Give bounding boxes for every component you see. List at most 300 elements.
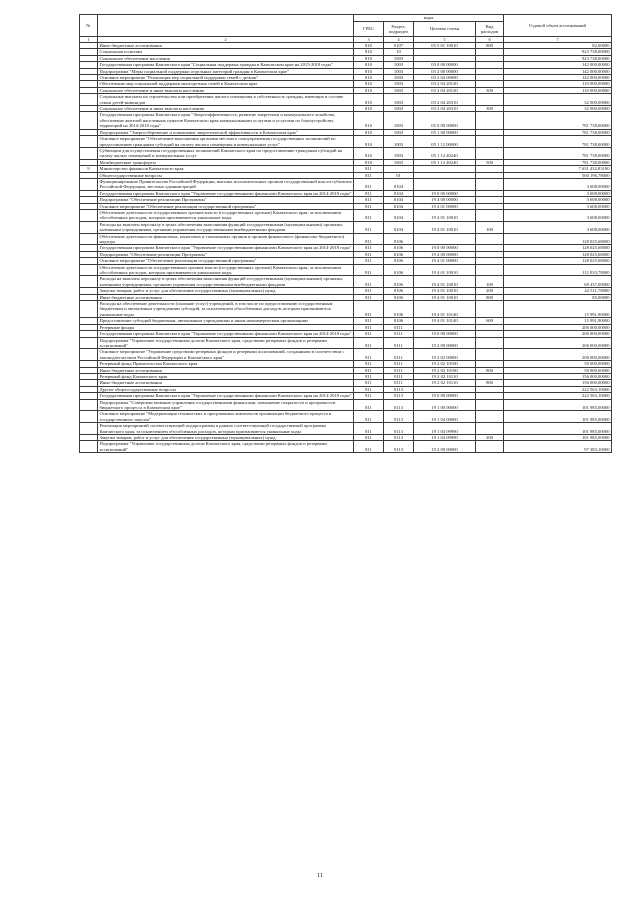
- row-razdel: 1003: [384, 147, 414, 159]
- row-grbs: 811: [354, 258, 384, 264]
- table-row: [80, 178, 612, 190]
- row-grbs: 811: [354, 367, 384, 373]
- row-name: Социальное обеспечение населения: [98, 55, 354, 61]
- row-grbs: 810: [354, 87, 384, 93]
- row-name: Резервный фонд Правительства Камчатского края: [98, 361, 354, 367]
- row-razdel: 1003: [384, 81, 414, 87]
- row-name: Иные бюджетные ассигнования: [98, 367, 354, 373]
- row-name: Основное мероприятие "Модернизация технических и программных комплексов организации бюджетного процесса и государственных закупок": [98, 411, 354, 423]
- row-razdel: 1003: [384, 159, 414, 165]
- row-target-article: 19 2 00 00000: [414, 441, 476, 453]
- row-number: [80, 411, 98, 423]
- row-name: Реализация мероприятий соответствующей подпрограммы в рамках соответствующей государственной программы Камчатского края, за исключением обособленных расходов, которым присваиваются уникальные коды: [98, 423, 354, 435]
- row-name: Государственная программа Камчатского края "Энергоэффективность, развитие энергетики и коммунального хозяйства, обеспечение жителей населенных пунктов Камчатского края коммунальными услугами и услугами по благоустройству территорий на 2014-2018 годы": [98, 112, 354, 129]
- row-target-article: 19 1 00 00000: [414, 399, 476, 411]
- row-amount: 97 383,10000: [504, 441, 612, 453]
- row-amount: 781 738,00000: [504, 136, 612, 148]
- header-codes: коды: [354, 15, 504, 22]
- row-amount: 112 033,78000: [504, 264, 612, 276]
- row-expense-type: 800: [476, 380, 504, 386]
- row-razdel: 0111: [384, 373, 414, 379]
- row-name: Государственная программа Камчатского края "Управление государственными финансами Камчатского края на 2014-2018 годы": [98, 393, 354, 399]
- row-razdel: 1003: [384, 129, 414, 135]
- row-grbs: 810: [354, 159, 384, 165]
- header-amount: Годовой объем ассигнований: [504, 15, 612, 37]
- row-amount: 923 738,00000: [504, 55, 612, 61]
- row-razdel: 0106: [384, 251, 414, 257]
- row-target-article: 03 2 04 20120: [414, 87, 476, 93]
- table-row: [80, 399, 612, 411]
- row-number: [80, 136, 98, 148]
- row-expense-type: [476, 94, 504, 106]
- row-expense-type: 100: [476, 221, 504, 233]
- row-grbs: 811: [354, 276, 384, 288]
- row-razdel: 0111: [384, 367, 414, 373]
- row-expense-type: [476, 136, 504, 148]
- row-razdel: 1003: [384, 136, 414, 148]
- row-grbs: 810: [354, 106, 384, 112]
- row-name: Основное мероприятие "Реализация мер социальной поддержки семей с детьми": [98, 75, 354, 81]
- row-grbs: 811: [354, 337, 384, 349]
- row-target-article: 19 4 00 00000: [414, 251, 476, 257]
- row-amount: 156 000,00000: [504, 380, 612, 386]
- row-grbs: 810: [354, 62, 384, 68]
- row-number: 9: [80, 166, 98, 172]
- row-name: Расходы на обеспечение деятельности (оказание услуг) учреждений, в том числе по предоставлению государственным бюджетным и автономным учреждениям субсидий, за исключением обособленных расходов, которым присваиваются уникальные коды: [98, 301, 354, 318]
- row-name: Иные бюджетные ассигнования: [98, 43, 354, 49]
- row-grbs: 810: [354, 112, 384, 129]
- row-name: Функционирование Правительства Российской Федерации, высших исполнительных органов государственной власти субъектов Российской Федерации, местных администраций: [99, 178, 352, 190]
- row-target-article: 19 4 01 10010: [414, 276, 476, 288]
- row-grbs: 810: [354, 136, 384, 148]
- row-amount: 42 511,78000: [504, 288, 612, 294]
- row-grbs: 811: [354, 233, 384, 245]
- row-expense-type: [476, 112, 504, 129]
- row-razdel: 0113: [384, 399, 414, 411]
- row-number: [80, 94, 98, 106]
- row-grbs: 811: [354, 411, 384, 423]
- row-razdel: 1003: [384, 94, 414, 106]
- row-expense-type: [476, 209, 504, 221]
- row-grbs: 810: [354, 68, 384, 74]
- colnum: 4: [384, 37, 414, 43]
- row-number: [80, 112, 98, 129]
- row-razdel: 0106: [384, 301, 414, 318]
- row-name: Подпрограмма "Энергосбережение и повышение энергетической эффективности в Камчатском крае": [98, 129, 354, 135]
- row-grbs: 811: [354, 399, 384, 411]
- row-target-article: 03 0 00 00000: [414, 62, 476, 68]
- row-name: Обеспечение деятельности государственных органов власти (государственных органов) Камчатского края, за исключением обособленных расходов, которым присваиваются уникальные коды: [98, 264, 354, 276]
- table-row: [80, 337, 612, 349]
- row-amount: 15 991,90000: [504, 301, 612, 318]
- row-name: Подпрограмма "Меры социальной поддержки отдельных категорий граждан в Камчатском крае": [98, 68, 354, 74]
- row-target-article: 19 4 01 10010: [414, 221, 476, 233]
- row-razdel: 0113: [384, 435, 414, 441]
- row-amount: 82,00000: [504, 43, 612, 49]
- row-expense-type: 500: [476, 159, 504, 165]
- row-name: Государственная программа Камчатского края "Управление государственными финансами Камчатского края на 2014-2018 годы": [98, 190, 354, 196]
- row-grbs: 810: [354, 43, 384, 49]
- row-amount: 206 000,00000: [504, 324, 612, 330]
- row-target-article: 19 1 04 09990: [414, 423, 476, 435]
- row-number: [80, 423, 98, 435]
- table-header: [80, 15, 612, 43]
- row-number: [80, 209, 98, 221]
- row-target-article: 19 4 01 10010: [414, 294, 476, 300]
- colnum: 3: [354, 37, 384, 43]
- row-number: [80, 221, 98, 233]
- row-amount: 781 738,00000: [504, 147, 612, 159]
- row-amount: 923 738,00000: [504, 49, 612, 55]
- row-amount: 3 608,00000: [504, 209, 612, 221]
- row-target-article: [414, 233, 476, 245]
- row-razdel: 01: [384, 172, 414, 178]
- row-amount: 110 000,00000: [504, 87, 612, 93]
- row-target-article: 19 2 00 00000: [414, 337, 476, 349]
- row-amount: 50 000,00000: [504, 367, 612, 373]
- row-target-article: 19 2 02 10110: [414, 373, 476, 379]
- row-amount: 206 000,00000: [504, 331, 612, 337]
- row-expense-type: 200: [476, 435, 504, 441]
- row-amount: 222 563,10000: [504, 386, 612, 392]
- row-target-article: 03 2 04 20310: [414, 94, 476, 106]
- row-target-article: 19 0 00 00000: [414, 190, 476, 196]
- row-number: [80, 276, 98, 288]
- row-grbs: 811: [354, 264, 384, 276]
- colnum: 6: [476, 37, 504, 43]
- row-expense-type: 600: [476, 318, 504, 324]
- row-number: [80, 301, 98, 318]
- row-target-article: 19 4 01 10010: [414, 264, 476, 276]
- row-grbs: 810: [354, 81, 384, 87]
- row-amount: 3 608,00000: [504, 203, 612, 209]
- row-target-article: 19 4 01 10140: [414, 301, 476, 318]
- row-grbs: 811: [354, 251, 384, 257]
- row-target-article: 05 1 12 40240: [414, 159, 476, 165]
- row-grbs: 811: [354, 288, 384, 294]
- table-row: [80, 441, 612, 453]
- row-razdel: 1003: [384, 68, 414, 74]
- row-number: [80, 399, 98, 411]
- row-razdel: 0113: [384, 393, 414, 399]
- table-row: [80, 112, 612, 129]
- row-razdel: 1003: [384, 106, 414, 112]
- row-name: Социальные выплаты на строительство или приобретение жилого помещения в собственность граждан, имеющих в составе семьи детей-инвалидов: [98, 94, 354, 106]
- row-amount: 781 738,00000: [504, 129, 612, 135]
- row-name: Государственная программа Камчатского края "Управление государственными финансами Камчатского края на 2014-2018 годы": [98, 331, 354, 337]
- row-amount: 7 631 432,83100: [504, 166, 612, 172]
- row-razdel: 0104: [384, 178, 414, 190]
- row-grbs: 811: [354, 373, 384, 379]
- row-razdel: 0104: [384, 190, 414, 196]
- row-amount: 3 608,00000: [504, 190, 612, 196]
- row-expense-type: 800: [476, 43, 504, 49]
- row-grbs: 810: [354, 129, 384, 135]
- row-razdel: 0111: [384, 349, 414, 361]
- row-razdel: 0106: [384, 276, 414, 288]
- row-target-article: 05 0 00 00000: [414, 112, 476, 129]
- row-grbs: 811: [354, 324, 384, 330]
- row-target-article: 05 1 12 40240: [414, 147, 476, 159]
- row-amount: 142 000,00000: [504, 62, 612, 68]
- row-grbs: 811: [354, 441, 384, 453]
- row-name: Обеспечение деятельности финансовых, налоговых и таможенных органов и органов финансового (финансово-бюджетного) надзора: [98, 233, 354, 245]
- row-expense-type: [476, 178, 504, 190]
- row-name: Резервный фонд Камчатского края: [98, 373, 354, 379]
- row-grbs: 810: [354, 94, 384, 106]
- table-row: [80, 264, 612, 276]
- row-razdel: 0104: [384, 209, 414, 221]
- row-target-article: 19 2 02 10100: [414, 361, 476, 367]
- row-target-article: 19 4 01 10140: [414, 318, 476, 324]
- row-amount: 32 000,00000: [504, 106, 612, 112]
- row-expense-type: 200: [476, 288, 504, 294]
- table-row: [80, 221, 612, 233]
- row-name: Подпрограмма "Совершенствование управления государственными финансами, повышение открытости и прозрачности бюджетного процесса в Камчатском крае": [98, 399, 354, 411]
- row-target-article: 19 2 02 10110: [414, 380, 476, 386]
- row-name: Основное мероприятие "Обеспечение реализации государственной программы": [98, 203, 354, 209]
- row-target-article: 19 1 04 09990: [414, 435, 476, 441]
- row-grbs: 810: [354, 147, 384, 159]
- colnum: 5: [414, 37, 476, 43]
- table-row: [80, 209, 612, 221]
- row-grbs: 811: [354, 245, 384, 251]
- row-amount: 128 025,68000: [504, 258, 612, 264]
- row-target-article: 19 4 01 00000: [414, 258, 476, 264]
- table-row: [80, 349, 612, 361]
- row-target-article: 19 4 01 00000: [414, 203, 476, 209]
- row-expense-type: [476, 337, 504, 349]
- row-target-article: 03 2 04 20120: [414, 81, 476, 87]
- header-no: №: [80, 15, 98, 37]
- row-grbs: 811: [354, 423, 384, 435]
- row-expense-type: 800: [476, 367, 504, 373]
- row-razdel: 0113: [384, 441, 414, 453]
- row-amount: 110 000,00000: [504, 81, 612, 87]
- row-amount: 101 985,00000: [504, 435, 612, 441]
- row-amount: 3 608,00000: [504, 221, 612, 233]
- row-grbs: 811: [354, 301, 384, 318]
- row-amount: 142 000,00000: [504, 75, 612, 81]
- row-target-article: 05 5 01 10010: [414, 43, 476, 49]
- row-name: Социальное обеспечение и иные выплаты населению: [98, 87, 354, 93]
- row-amount: 781 738,00000: [504, 159, 612, 165]
- row-razdel: 1003: [384, 62, 414, 68]
- row-amount: 142 000,00000: [504, 68, 612, 74]
- row-name: Обеспечение мер социальной поддержки многодетных семей в Камчатском крае: [98, 81, 354, 87]
- row-name: Государственная программа Камчатского края "Управление государственными финансами Камчатского края на 2014-2018 годы": [98, 245, 354, 251]
- row-name: Закупка товаров, работ и услуг для обеспечения государственных (муниципальных) нужд: [98, 288, 354, 294]
- row-amount: 32 000,00000: [504, 94, 612, 106]
- row-number: [80, 178, 98, 190]
- row-razdel: 0113: [384, 386, 414, 392]
- header-vr: Вид расходов: [476, 22, 504, 37]
- row-razdel: 0106: [384, 245, 414, 251]
- row-razdel: 10: [384, 49, 414, 55]
- row-number: [80, 264, 98, 276]
- table-row: [80, 276, 612, 288]
- table-row: [80, 136, 612, 148]
- row-razdel: 0106: [384, 258, 414, 264]
- row-amount: 560 196,78000: [504, 172, 612, 178]
- row-razdel: 1003: [384, 112, 414, 129]
- row-amount: 156 000,00000: [504, 373, 612, 379]
- row-target-article: 19 2 02 10100: [414, 367, 476, 373]
- row-grbs: 811: [354, 393, 384, 399]
- row-razdel: 0113: [384, 411, 414, 423]
- row-amount: 69 437,00000: [504, 276, 612, 288]
- row-grbs: 811: [354, 166, 384, 172]
- row-razdel: 0113: [384, 423, 414, 435]
- row-name: Другие общегосударственные вопросы: [98, 386, 354, 392]
- row-razdel: 0106: [384, 318, 414, 324]
- row-grbs: 811: [354, 209, 384, 221]
- row-grbs: 810: [354, 75, 384, 81]
- row-name: Субвенции для осуществления государственных полномочий Камчатского края по предоставлению гражданам субсидий на оплату жилых помещений и коммунальных услуг: [98, 147, 354, 159]
- row-expense-type: [476, 423, 504, 435]
- row-razdel: 0111: [384, 361, 414, 367]
- row-target-article: 05 1 00 00000: [414, 129, 476, 135]
- row-razdel: 0106: [384, 264, 414, 276]
- row-target-article: 19 4 01 10010: [414, 209, 476, 221]
- row-name: Предоставление субсидий бюджетным, автономным учреждениям и иным некоммерческим организациям: [98, 318, 354, 324]
- row-amount: 101 985,00000: [504, 423, 612, 435]
- row-name: Социальное обеспечение и иные выплаты населению: [98, 106, 354, 112]
- row-grbs: 811: [354, 203, 384, 209]
- row-expense-type: 800: [476, 294, 504, 300]
- row-amount: 50 000,00000: [504, 361, 612, 367]
- row-razdel: 0107: [384, 43, 414, 49]
- row-target-article: 03 2 04 20310: [414, 106, 476, 112]
- row-expense-type: [476, 147, 504, 159]
- row-expense-type: [476, 349, 504, 361]
- row-razdel: 1003: [384, 87, 414, 93]
- row-number: [80, 337, 98, 349]
- header-grbs: ГРБС: [354, 22, 384, 37]
- row-amount: 206 000,00000: [504, 337, 612, 349]
- row-target-article: 19 0 00 00000: [414, 245, 476, 251]
- row-grbs: 811: [354, 178, 384, 190]
- row-target-article: 03 2 04 00000: [414, 75, 476, 81]
- row-grbs: 811: [354, 349, 384, 361]
- colnum: 2: [98, 37, 354, 43]
- row-name: Основное мероприятие "Управление средствами резервных фондов и резервами ассигнований, созданными в соответствии с законодательством Российской Федерации и Камчатского края": [98, 349, 354, 361]
- row-name: Подпрограмма "Обеспечение реализации Программы": [98, 197, 354, 203]
- table-body: [80, 43, 612, 453]
- row-expense-type: [476, 411, 504, 423]
- row-name: Подпрограмма "Управление государственным долгом Камчатского края, средствами резервных фондов и резервами ассигнований": [98, 441, 354, 453]
- row-razdel: 0111: [384, 324, 414, 330]
- row-expense-type: 300: [476, 87, 504, 93]
- table-row: [80, 233, 612, 245]
- row-amount: 3 608,00000: [504, 178, 612, 190]
- row-razdel: 0111: [384, 331, 414, 337]
- row-name: Расходы на выплаты персоналу в целях обеспечения выполнения функций государственными (муниципальными) органами, казенными учреждениями, органами управления государственными внебюджетными фондами: [98, 221, 354, 233]
- row-name: Закупка товаров, работ и услуг для обеспечения государственных (муниципальных) нужд: [98, 435, 354, 441]
- header-cs: Целевая статья: [414, 22, 476, 37]
- row-amount: 101 985,00000: [504, 411, 612, 423]
- header-razdel: Раздел, подраздел: [384, 22, 414, 37]
- row-razdel: 0106: [384, 294, 414, 300]
- row-grbs: 810: [354, 55, 384, 61]
- table-row: [80, 94, 612, 106]
- row-amount: 128 025,68000: [504, 233, 612, 245]
- row-target-article: 19 0 00 00000: [414, 393, 476, 399]
- row-grbs: 811: [354, 190, 384, 196]
- row-grbs: 811: [354, 386, 384, 392]
- row-grbs: 811: [354, 380, 384, 386]
- row-target-article: 19 1 04 00000: [414, 411, 476, 423]
- row-grbs: 811: [354, 294, 384, 300]
- row-razdel: 0104: [384, 221, 414, 233]
- row-amount: 128 025,68000: [504, 251, 612, 257]
- row-amount: 206 000,00000: [504, 349, 612, 361]
- table-row: [80, 301, 612, 318]
- row-expense-type: 300: [476, 106, 504, 112]
- row-name: Государственная программа Камчатского края "Социальная поддержка граждан в Камчатском крае на 2015-2018 годы": [98, 62, 354, 68]
- row-razdel: 0104: [384, 203, 414, 209]
- row-name: Иные бюджетные ассигнования: [98, 380, 354, 386]
- row-target-article: [414, 178, 476, 190]
- row-expense-type: [476, 441, 504, 453]
- row-name: Резервные фонды: [98, 324, 354, 330]
- row-grbs: 811: [354, 172, 384, 178]
- row-expense-type: [476, 264, 504, 276]
- row-grbs: 811: [354, 331, 384, 337]
- row-target-article: 03 2 00 00000: [414, 68, 476, 74]
- row-razdel: 0111: [384, 380, 414, 386]
- row-amount: 128 025,68000: [504, 245, 612, 251]
- row-name: Обеспечение деятельности государственных органов власти (государственных органов) Камчатского края, за исключением обособленных расходов, которым присваиваются уникальные коды: [98, 209, 354, 221]
- row-name: Социальная политика: [98, 49, 354, 55]
- header-name: [98, 15, 354, 37]
- row-name: Министерство финансов Камчатского края: [98, 166, 354, 172]
- row-amount: 101 985,00000: [504, 399, 612, 411]
- row-amount: 15 991,90000: [504, 318, 612, 324]
- row-target-article: 19 0 00 00000: [414, 331, 476, 337]
- budget-table: [79, 14, 612, 453]
- row-number: [80, 441, 98, 453]
- row-razdel: 0111: [384, 337, 414, 349]
- row-expense-type: [476, 301, 504, 318]
- row-razdel: 1003: [384, 55, 414, 61]
- row-grbs: 811: [354, 361, 384, 367]
- row-amount: 3 608,00000: [504, 197, 612, 203]
- row-razdel: 0104: [384, 197, 414, 203]
- row-target-article: 19 4 01 10010: [414, 288, 476, 294]
- row-name: Общегосударственные вопросы: [98, 172, 354, 178]
- row-number: [80, 233, 98, 245]
- row-expense-type: 100: [476, 276, 504, 288]
- row-name: Основное мероприятие "Обеспечение реализации государственной программы": [98, 258, 354, 264]
- row-grbs: 811: [354, 221, 384, 233]
- row-grbs: 810: [354, 49, 384, 55]
- row-name: Подпрограмма "Обеспечение реализации Программы": [98, 251, 354, 257]
- row-amount: 85,00000: [504, 294, 612, 300]
- row-amount: 781 738,00000: [504, 112, 612, 129]
- page-number: 11: [316, 872, 324, 879]
- row-grbs: 811: [354, 435, 384, 441]
- row-razdel: 0106: [384, 233, 414, 245]
- row-expense-type: [476, 233, 504, 245]
- row-target-article: 05 1 12 00000: [414, 136, 476, 148]
- row-amount: 222 563,10000: [504, 393, 612, 399]
- row-razdel: 0106: [384, 288, 414, 294]
- row-name: Расходы на выплаты персоналу в целях обеспечения выполнения функций государственными (муниципальными) органами, казенными учреждениями, органами управления государственными внебюджетными фондами: [98, 276, 354, 288]
- row-name: Подпрограмма "Управление государственным долгом Камчатского края, средствами резервных фондов и резервами ассигнований": [98, 337, 354, 349]
- row-number: [80, 147, 98, 159]
- table-row: [80, 411, 612, 423]
